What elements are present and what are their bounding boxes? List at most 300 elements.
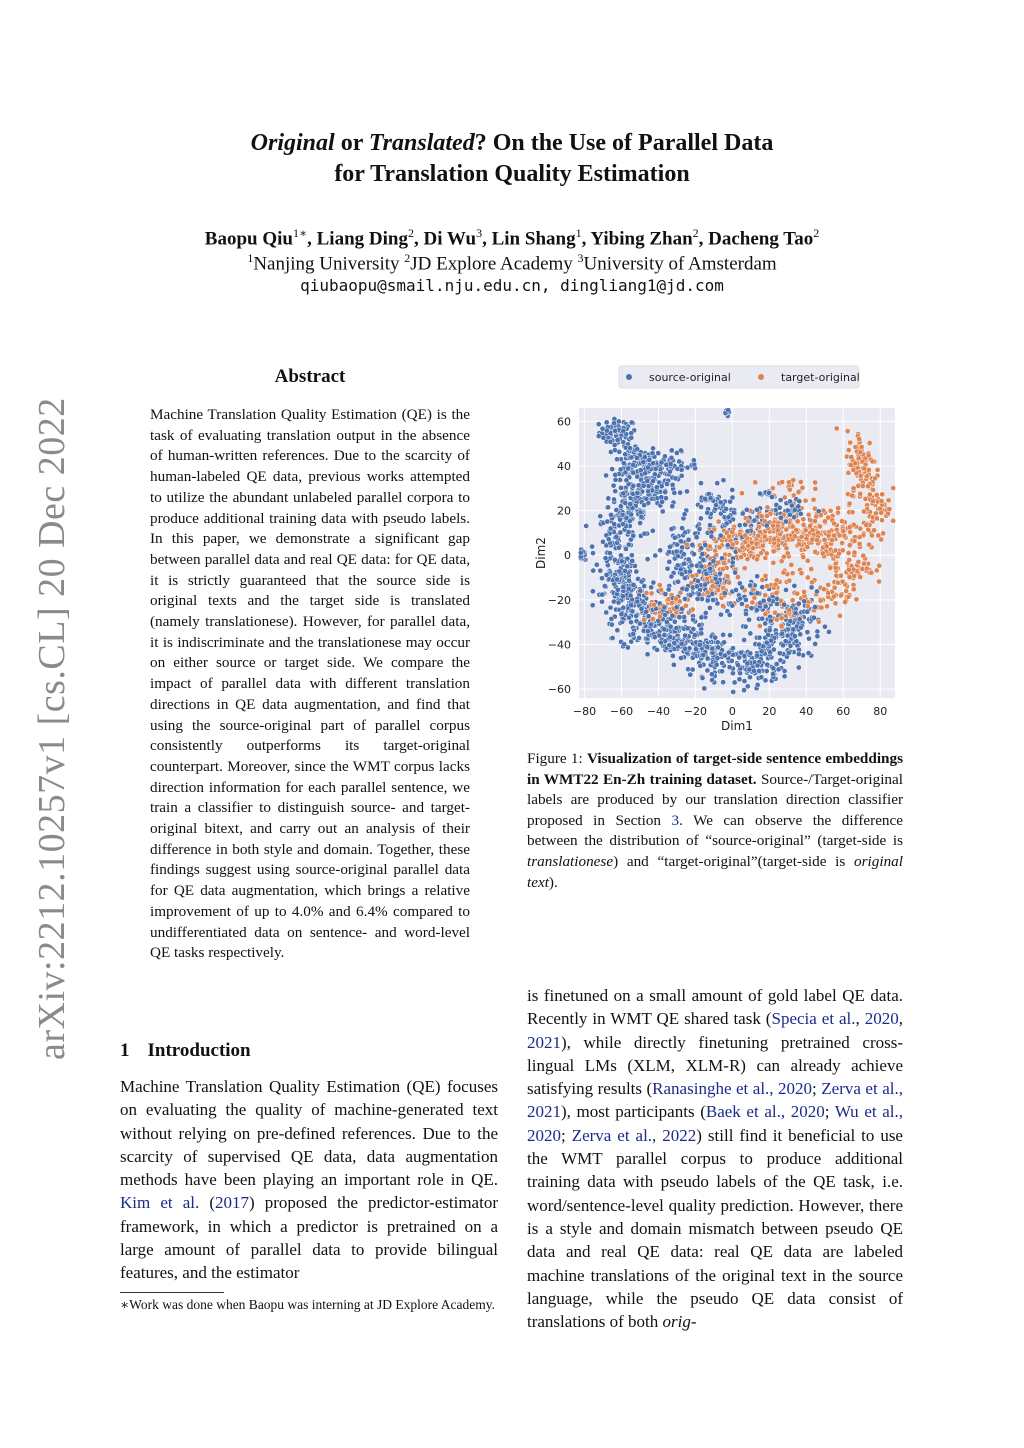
source-original-point xyxy=(674,625,679,630)
source-original-point xyxy=(686,537,691,542)
source-original-point xyxy=(691,458,696,463)
target-original-point xyxy=(848,440,853,445)
target-original-point xyxy=(864,522,869,527)
target-original-point xyxy=(877,563,882,568)
target-original-point xyxy=(852,550,857,555)
source-original-point xyxy=(731,510,736,515)
target-original-point xyxy=(720,567,725,572)
source-original-point xyxy=(780,643,785,648)
rc-text-italic: orig- xyxy=(662,1312,697,1332)
source-original-point xyxy=(599,599,604,604)
source-original-point xyxy=(663,592,668,597)
source-original-point xyxy=(697,642,702,647)
source-original-point xyxy=(641,483,646,488)
citation-link[interactable]: 2020 xyxy=(864,1009,899,1029)
source-original-point xyxy=(606,537,611,542)
source-original-point xyxy=(703,610,708,615)
x-axis-label: Dim1 xyxy=(721,719,753,733)
source-original-point xyxy=(727,499,732,504)
source-original-point xyxy=(755,574,760,579)
source-original-point xyxy=(682,614,687,619)
target-original-point xyxy=(880,492,885,497)
source-original-point xyxy=(615,628,620,633)
citation-link-kim[interactable]: Kim et al. xyxy=(120,1193,200,1213)
source-original-point xyxy=(679,467,684,472)
target-original-point xyxy=(810,537,815,542)
author-name: Lin Shang xyxy=(491,228,576,250)
source-original-point xyxy=(673,476,678,481)
target-original-point xyxy=(727,580,732,585)
source-original-point xyxy=(715,601,720,606)
source-original-point xyxy=(730,603,735,608)
target-original-point xyxy=(754,541,759,546)
target-original-point xyxy=(798,479,803,484)
author-superscript: 1∗ xyxy=(292,226,308,240)
target-original-point xyxy=(658,587,663,592)
source-original-point xyxy=(730,646,735,651)
source-original-point xyxy=(622,568,627,573)
target-original-point xyxy=(847,557,852,562)
citation-link[interactable]: Specia et al. xyxy=(771,1009,856,1029)
target-original-point xyxy=(857,436,862,441)
source-original-point xyxy=(755,682,760,687)
source-original-point xyxy=(685,465,690,470)
source-original-point xyxy=(698,663,703,668)
source-original-point xyxy=(646,483,651,488)
citation-link[interactable]: Zerva et al., 2021 xyxy=(527,1079,903,1122)
source-original-point xyxy=(629,455,634,460)
source-original-point xyxy=(733,587,738,592)
source-original-point xyxy=(621,605,626,610)
source-original-point xyxy=(602,583,607,588)
source-original-point xyxy=(760,616,765,621)
source-original-point xyxy=(709,672,714,677)
target-original-point xyxy=(803,528,808,533)
target-original-point xyxy=(765,505,770,510)
source-original-point xyxy=(700,551,705,556)
target-original-point xyxy=(774,590,779,595)
x-tick-label: −60 xyxy=(609,705,634,718)
rc-text: , xyxy=(855,1009,865,1029)
target-original-point xyxy=(875,467,880,472)
source-original-point xyxy=(732,680,737,685)
source-original-point xyxy=(764,668,769,673)
target-original-point xyxy=(837,613,842,618)
source-original-point xyxy=(639,514,644,519)
source-original-point xyxy=(755,663,760,668)
target-original-point xyxy=(874,516,879,521)
source-original-point xyxy=(636,483,641,488)
target-original-point xyxy=(846,447,851,452)
legend-label: source-original xyxy=(649,371,731,384)
source-original-point xyxy=(669,574,674,579)
source-original-point xyxy=(721,478,726,483)
source-original-point xyxy=(774,661,779,666)
target-original-point xyxy=(829,538,834,543)
source-original-point xyxy=(719,669,724,674)
source-original-point xyxy=(730,671,735,676)
source-original-point xyxy=(757,491,762,496)
source-original-point xyxy=(578,550,583,555)
source-original-point xyxy=(746,617,751,622)
source-original-point xyxy=(700,675,705,680)
caption-bold: Visualization of target-side sentence embeddings in WMT22 En-Zh training dataset. xyxy=(527,750,903,788)
source-original-point xyxy=(699,564,704,569)
rc-text: ; xyxy=(824,1102,835,1122)
source-original-point xyxy=(705,645,710,650)
source-original-point xyxy=(776,667,781,672)
source-original-point xyxy=(815,634,820,639)
source-original-point xyxy=(699,504,704,509)
target-original-point xyxy=(879,518,884,523)
source-original-point xyxy=(699,631,704,636)
target-original-point xyxy=(740,545,745,550)
target-original-point xyxy=(690,607,695,612)
target-original-point xyxy=(717,545,722,550)
target-original-point xyxy=(891,485,896,490)
source-original-point xyxy=(594,562,599,567)
affiliation-name: University of Amsterdam xyxy=(583,253,777,275)
target-original-point xyxy=(804,536,809,541)
source-original-point xyxy=(662,627,667,632)
source-original-point xyxy=(718,612,723,617)
rc-text: ; xyxy=(561,1125,572,1145)
source-original-point xyxy=(787,512,792,517)
source-original-point xyxy=(760,584,765,589)
source-original-point xyxy=(612,442,617,447)
source-original-point xyxy=(682,530,687,535)
source-original-point xyxy=(652,635,657,640)
source-original-point xyxy=(740,585,745,590)
source-original-point xyxy=(691,627,696,632)
source-original-point xyxy=(722,591,727,596)
source-original-point xyxy=(628,593,633,598)
source-original-point xyxy=(605,505,610,510)
target-original-point xyxy=(787,578,792,583)
source-original-point xyxy=(645,652,650,657)
target-original-point xyxy=(864,474,869,479)
target-original-point xyxy=(851,467,856,472)
abstract-heading: Abstract xyxy=(274,366,346,387)
y-tick-label: 0 xyxy=(564,549,571,563)
source-original-point xyxy=(604,572,609,577)
target-original-point xyxy=(772,536,777,541)
source-original-point xyxy=(664,481,669,486)
title-line-2: for Translation Quality Estimation xyxy=(334,161,690,187)
target-original-point xyxy=(859,444,864,449)
source-original-point xyxy=(669,448,674,453)
source-original-point xyxy=(598,514,603,519)
source-original-point xyxy=(694,535,699,540)
target-original-point xyxy=(678,590,683,595)
source-original-point xyxy=(707,605,712,610)
target-original-point xyxy=(840,579,845,584)
source-original-point xyxy=(681,561,686,566)
right-column-paragraph xyxy=(527,984,903,1333)
target-original-point xyxy=(852,538,857,543)
source-original-point xyxy=(726,515,731,520)
source-original-point xyxy=(763,604,768,609)
source-original-point xyxy=(600,592,605,597)
target-original-point xyxy=(800,485,805,490)
source-original-point xyxy=(641,503,646,508)
source-original-point xyxy=(786,650,791,655)
target-original-point xyxy=(824,604,829,609)
y-tick-label: 40 xyxy=(557,460,571,473)
source-original-point xyxy=(702,582,707,587)
target-original-point xyxy=(801,517,806,522)
author-name: Liang Ding xyxy=(316,228,408,250)
target-original-point xyxy=(858,449,863,454)
source-original-point xyxy=(591,568,596,573)
source-original-point xyxy=(635,490,640,495)
target-original-point xyxy=(861,509,866,514)
source-original-point xyxy=(682,512,687,517)
target-original-point xyxy=(735,575,740,580)
source-original-point xyxy=(731,689,736,694)
target-original-point xyxy=(837,533,842,538)
source-original-point xyxy=(653,553,658,558)
source-original-point xyxy=(630,558,635,563)
source-original-point xyxy=(679,473,684,478)
source-original-point xyxy=(805,609,810,614)
target-original-point xyxy=(797,541,802,546)
citation-link[interactable]: Ranasinghe et al., 2020 xyxy=(652,1079,813,1099)
source-original-point xyxy=(666,587,671,592)
source-original-point xyxy=(796,665,801,670)
source-original-point xyxy=(641,459,646,464)
source-original-point xyxy=(783,519,788,524)
source-original-point xyxy=(716,645,721,650)
target-original-point xyxy=(784,546,789,551)
source-original-point xyxy=(707,523,712,528)
source-original-point xyxy=(608,605,613,610)
target-original-point xyxy=(861,553,866,558)
source-original-point xyxy=(618,467,623,472)
target-original-point xyxy=(809,580,814,585)
source-original-point xyxy=(644,496,649,501)
target-original-point xyxy=(720,603,725,608)
source-original-point xyxy=(623,546,628,551)
target-original-point xyxy=(814,537,819,542)
target-original-point xyxy=(810,528,815,533)
source-original-point xyxy=(781,602,786,607)
source-original-point xyxy=(678,490,683,495)
source-original-point xyxy=(670,613,675,618)
section-number: 1 xyxy=(120,1040,130,1061)
target-original-point xyxy=(714,552,719,557)
source-original-point xyxy=(667,544,672,549)
target-original-point xyxy=(795,519,800,524)
target-original-point xyxy=(857,541,862,546)
section-ref-link[interactable]: 3 xyxy=(671,811,680,829)
target-original-point xyxy=(762,534,767,539)
target-original-point xyxy=(750,600,755,605)
x-tick-label: 60 xyxy=(836,705,851,718)
source-original-point xyxy=(614,577,619,582)
source-original-point xyxy=(653,466,658,471)
target-original-point xyxy=(846,470,851,475)
source-original-point xyxy=(672,535,677,540)
rc-text: , xyxy=(898,1009,904,1029)
source-original-point xyxy=(698,516,703,521)
source-original-point xyxy=(629,435,634,440)
author-emails: qiubaopu@smail.nju.edu.cn, dingliang1@jd.com xyxy=(300,276,724,295)
source-original-point xyxy=(724,506,729,511)
target-original-point xyxy=(799,534,804,539)
source-original-point xyxy=(669,526,674,531)
source-original-point xyxy=(739,601,744,606)
source-original-point xyxy=(667,469,672,474)
target-original-point xyxy=(725,574,730,579)
source-original-point xyxy=(735,662,740,667)
affiliation-name: JD Explore Academy xyxy=(410,253,573,275)
source-original-point xyxy=(611,599,616,604)
target-original-point xyxy=(874,568,879,573)
source-original-point xyxy=(747,667,752,672)
source-original-point xyxy=(614,534,619,539)
x-tick-label: −80 xyxy=(572,705,597,718)
source-original-point xyxy=(692,633,697,638)
footnote-rule xyxy=(120,1292,224,1293)
affiliation-superscript: 3 xyxy=(577,251,584,265)
source-original-point xyxy=(611,483,616,488)
citation-link[interactable]: 2021 xyxy=(527,1032,561,1052)
target-original-point xyxy=(847,501,852,506)
source-original-point xyxy=(813,604,818,609)
target-original-point xyxy=(801,555,806,560)
target-original-point xyxy=(857,534,862,539)
source-original-point xyxy=(604,428,609,433)
source-original-point xyxy=(629,603,634,608)
source-original-point xyxy=(622,642,627,647)
target-original-point xyxy=(690,573,695,578)
source-original-point xyxy=(777,505,782,510)
source-original-point xyxy=(631,470,636,475)
source-original-point xyxy=(688,672,693,677)
source-original-point xyxy=(765,632,770,637)
rc-text: ) still find it beneficial to use the WMT parallel corpus to produce additional training data with pseudo labels of the QE task, i.e. word/sentence-level quality prediction. However, there is a style and domain mismatch between pseudo QE data and real QE data: real QE data are labeled machine translations of the original text in the source language, while the pseudo QE data consist of translations of both xyxy=(527,1125,903,1332)
citation-link[interactable]: Baek et al., 2020 xyxy=(705,1102,825,1122)
source-original-point xyxy=(638,510,643,515)
source-original-point xyxy=(738,650,743,655)
source-original-point xyxy=(645,465,650,470)
source-original-point xyxy=(686,557,691,562)
rc-text: ), most participants ( xyxy=(561,1102,706,1122)
target-original-point xyxy=(771,549,776,554)
caption-text: . We can observe the difference between the distribution of “source-original” (target-side is xyxy=(527,811,904,850)
source-original-point xyxy=(718,500,723,505)
target-original-point xyxy=(642,617,647,622)
caption-text: ). xyxy=(548,873,558,891)
source-original-point xyxy=(709,534,714,539)
target-original-point xyxy=(773,582,778,587)
target-original-point xyxy=(764,583,769,588)
source-original-point xyxy=(629,553,634,558)
target-original-point xyxy=(650,616,655,621)
source-original-point xyxy=(757,635,762,640)
target-original-point xyxy=(838,593,843,598)
target-original-point xyxy=(891,518,896,523)
source-original-point xyxy=(679,572,684,577)
target-original-point xyxy=(790,598,795,603)
source-original-point xyxy=(631,533,636,538)
source-original-point xyxy=(651,478,656,483)
source-original-point xyxy=(798,511,803,516)
abstract-text: Machine Translation Quality Estimation (QE) is the task of evaluating translation output in the absence of human-written references. Due to the scarcity of human-labeled QE data, previous works attempted to utilize the abundant unlabeled parallel corpora to produce additional training data with pseudo labels. In this paper, we demonstrate a significant gap between parallel data and real QE data: for QE data, it is strictly guaranteed that the source side is original texts and the target side is translated (namely translationese). However, for parallel data, it is indiscriminate and the translationese may occur on either source or target side. We compare the impact of parallel data with different translation directions in QE data augmentation, and find that using the source-original part of parallel corpus consistently outperforms its target-original counterpart. Moreover, since the WMT corpus lacks direction information for each parallel sentence, we train a classifier to distinguish source- and target-original bitext, and carry out an analysis of their difference in both style and domain. Together, these findings suggest using source-original parallel data for QE data augmentation, which brings a relative improvement of up to 4.0% and 6.4% compared to undifferentiated data on sentence- and word-level QE tasks respectively. xyxy=(150,406,470,962)
target-original-point xyxy=(745,556,750,561)
target-original-point xyxy=(886,498,891,503)
target-original-point xyxy=(809,567,814,572)
target-original-point xyxy=(869,570,874,575)
source-original-point xyxy=(650,528,655,533)
source-original-point xyxy=(704,571,709,576)
source-original-point xyxy=(749,606,754,611)
target-original-point xyxy=(799,571,804,576)
source-original-point xyxy=(708,566,713,571)
target-original-point xyxy=(846,594,851,599)
rc-text: ; xyxy=(812,1079,822,1099)
source-original-point xyxy=(659,499,664,504)
source-original-point xyxy=(767,597,772,602)
source-original-point xyxy=(613,472,618,477)
source-original-point xyxy=(713,576,718,581)
source-original-point xyxy=(699,615,704,620)
rc-text: ), while directly finetuning pretrained cross-lingual LMs (XLM, XLM-R) can already achieve satisfying results ( xyxy=(527,1032,903,1099)
target-original-point xyxy=(828,565,833,570)
source-original-point xyxy=(609,622,614,627)
citation-link-2017[interactable]: 2017 xyxy=(214,1193,249,1213)
target-original-point xyxy=(860,566,865,571)
target-original-point xyxy=(705,590,710,595)
source-original-point xyxy=(737,596,742,601)
source-original-point xyxy=(696,592,701,597)
source-original-point xyxy=(639,606,644,611)
source-original-point xyxy=(642,531,647,536)
target-original-point xyxy=(730,530,735,535)
source-original-point xyxy=(664,619,669,624)
source-original-point xyxy=(658,548,663,553)
affiliation-superscript: 2 xyxy=(404,251,411,265)
source-original-point xyxy=(694,584,699,589)
source-original-point xyxy=(627,615,632,620)
target-original-point xyxy=(795,591,800,596)
source-original-point xyxy=(748,583,753,588)
source-original-point xyxy=(590,589,595,594)
source-original-point xyxy=(660,509,665,514)
source-original-point xyxy=(677,615,682,620)
citation-link[interactable]: Zerva et al., 2022 xyxy=(571,1125,697,1145)
source-original-point xyxy=(629,512,634,517)
source-original-point xyxy=(634,569,639,574)
source-original-point xyxy=(600,539,605,544)
source-original-point xyxy=(584,523,589,528)
author-superscript: 3 xyxy=(476,226,483,240)
source-original-point xyxy=(797,499,802,504)
source-original-point xyxy=(745,661,750,666)
target-original-point xyxy=(850,510,855,515)
source-original-point xyxy=(596,422,601,427)
source-original-point xyxy=(813,641,818,646)
source-original-point xyxy=(816,509,821,514)
target-original-point xyxy=(771,560,776,565)
source-original-point xyxy=(769,494,774,499)
source-original-point xyxy=(725,543,730,548)
source-original-point xyxy=(793,611,798,616)
source-original-point xyxy=(659,460,664,465)
citation-link[interactable]: Wu et al., 2020 xyxy=(527,1102,903,1145)
target-original-point xyxy=(826,533,831,538)
